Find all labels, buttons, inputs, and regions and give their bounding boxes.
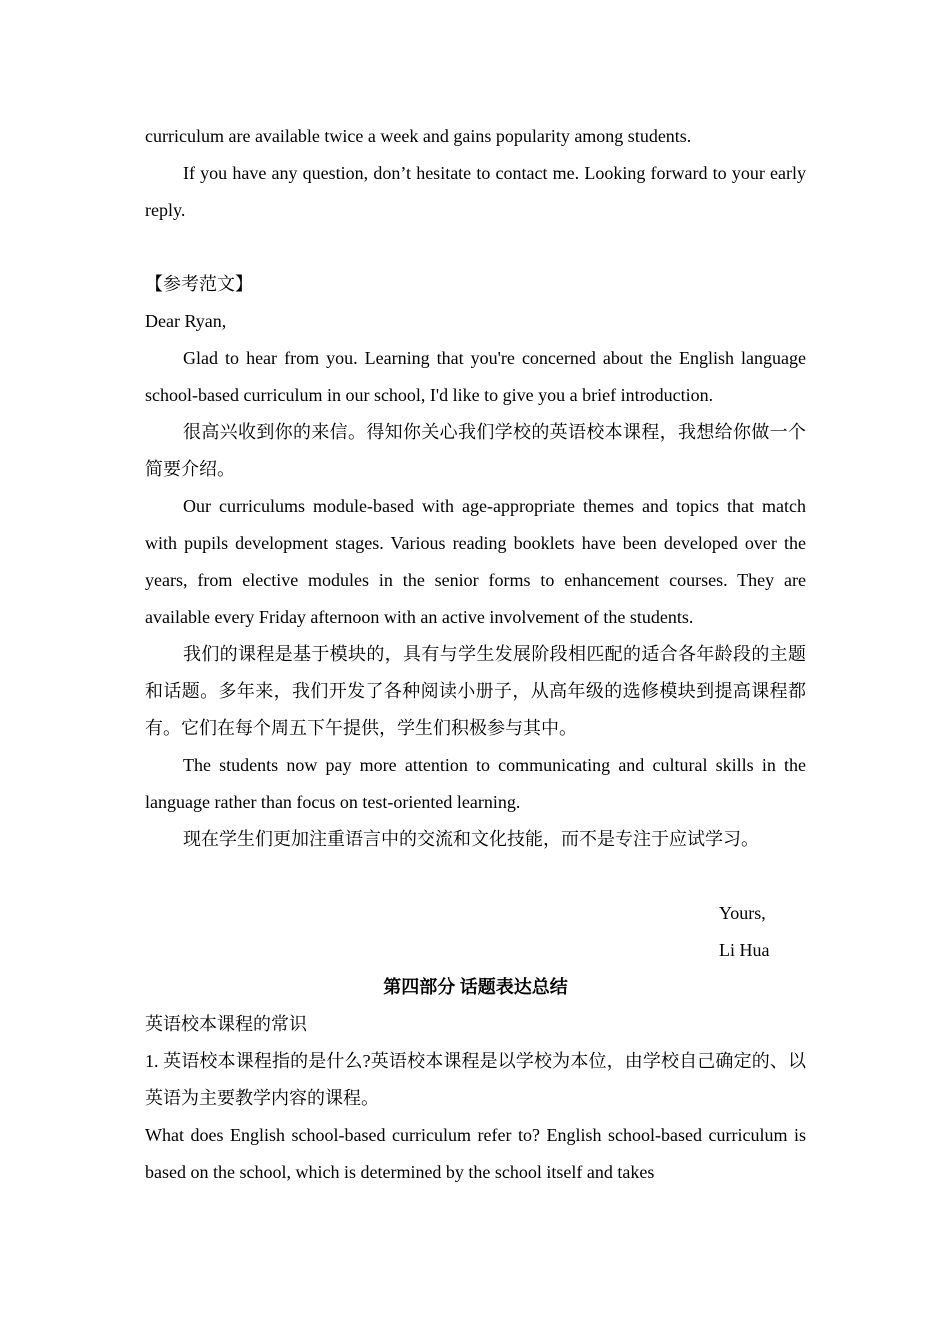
salutation: Dear Ryan,	[145, 311, 227, 331]
letter-paragraph-tail: curriculum are available twice a week and gains popularity among students.	[145, 126, 692, 146]
question-1-zh: 1. 英语校本课程指的是什么?英语校本课程是以学校为本位，由学校自己确定的、以英语为主要教学内容的课程。	[145, 1051, 806, 1108]
closing: Yours,	[719, 903, 766, 923]
sample-label: 【参考范文】	[145, 274, 253, 294]
sample-paragraph-2-zh: 我们的课程是基于模块的，具有与学生发展阶段相匹配的适合各年龄段的主题和话题。多年来，我们开发了各种阅读小册子，从高年级的选修模块到提高课程都有。它们在每个周五下午提供，学生们积极参与其中。	[145, 644, 806, 738]
signature: Li Hua	[719, 940, 770, 960]
letter-closing-paragraph: If you have any question, don’t hesitate to contact me. Looking forward to your early reply.	[145, 163, 806, 220]
sample-paragraph-1-zh: 很高兴收到你的来信。得知你关心我们学校的英语校本课程，我想给你做一个简要介绍。	[145, 422, 806, 479]
sample-paragraph-3-zh: 现在学生们更加注重语言中的交流和文化技能，而不是专注于应试学习。	[183, 829, 759, 849]
spacer	[145, 858, 806, 895]
sample-paragraph-3-en: The students now pay more attention to communicating and cultural skills in the language rather than focus on test-oriented learning.	[145, 755, 806, 812]
section-subtitle: 英语校本课程的常识	[145, 1014, 307, 1034]
spacer	[145, 229, 806, 266]
question-1-en: What does English school-based curriculum refer to? English school-based curriculum is based on the school, which is determined by the school itself and takes	[145, 1125, 806, 1182]
sample-paragraph-1-en: Glad to hear from you. Learning that you're concerned about the English language school-based curriculum in our school, I'd like to give you a brief introduction.	[145, 348, 806, 405]
page-content	[145, 118, 806, 1191]
section-heading: 第四部分 话题表达总结	[383, 977, 568, 997]
sample-paragraph-2-en: Our curriculums module-based with age-appropriate themes and topics that match with pupils development stages. Various reading booklets have been developed over the years, from elective modules in the senior forms to enhancement courses. They are available every Friday afternoon with an active involvement of the students.	[145, 496, 806, 627]
